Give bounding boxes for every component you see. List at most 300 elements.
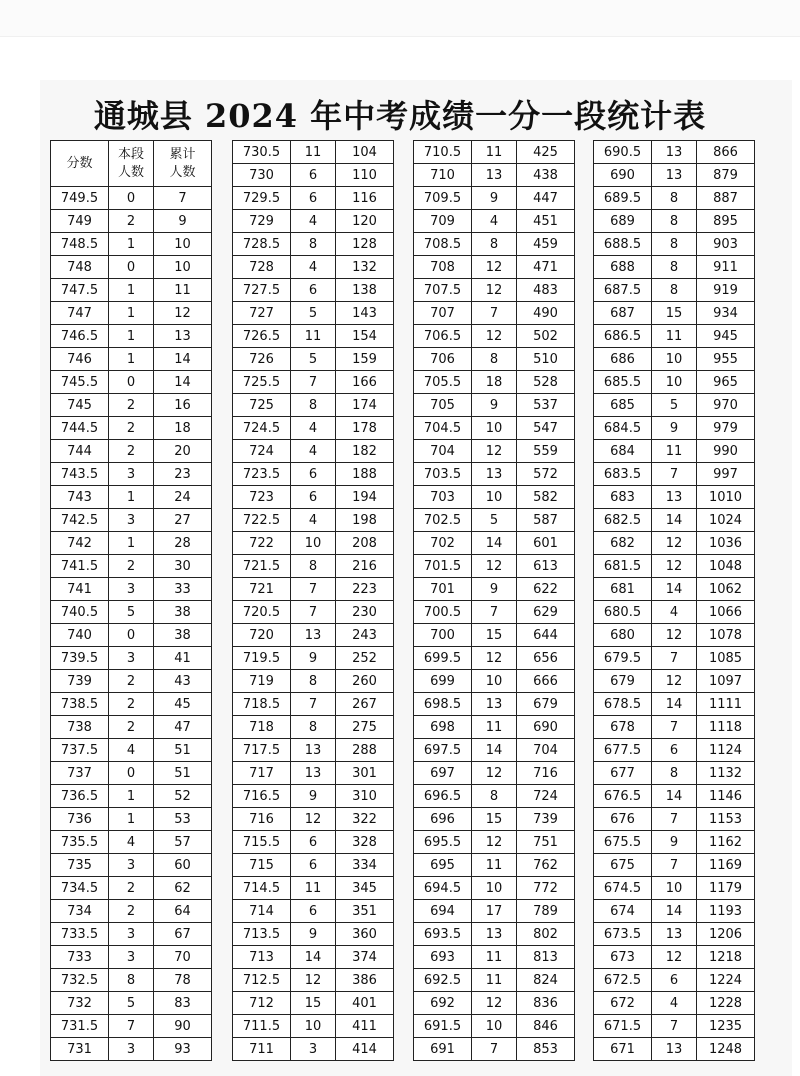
cumulative-count-cell: 955 [697,348,755,371]
segment-count-cell: 8 [109,969,154,992]
segment-count-cell: 9 [291,785,336,808]
score-cell: 709 [414,210,472,233]
segment-count-cell: 7 [652,463,697,486]
score-cell: 726 [233,348,291,371]
score-cell: 708 [414,256,472,279]
score-cell: 693.5 [414,923,472,946]
segment-count-cell: 1 [109,233,154,256]
table-row [51,946,212,969]
segment-count-cell: 2 [109,877,154,900]
segment-count-cell: 9 [472,578,517,601]
cumulative-count-cell: 990 [697,440,755,463]
score-cell: 722 [233,532,291,555]
score-cell: 682.5 [594,509,652,532]
segment-count-cell: 10 [652,877,697,900]
table-row [594,670,755,693]
cumulative-count-cell: 12 [154,302,212,325]
score-cell: 713.5 [233,923,291,946]
segment-count-cell: 2 [109,417,154,440]
score-cell: 741 [51,578,109,601]
cumulative-count-cell: 67 [154,923,212,946]
segment-count-cell: 3 [109,946,154,969]
cumulative-count-cell: 490 [517,302,575,325]
table-row [414,256,575,279]
score-cell: 707.5 [414,279,472,302]
score-cell: 673 [594,946,652,969]
segment-count-cell: 6 [291,187,336,210]
cumulative-count-cell: 38 [154,624,212,647]
table-row [51,601,212,624]
score-cell: 720.5 [233,601,291,624]
segment-count-cell: 12 [472,279,517,302]
score-cell: 712.5 [233,969,291,992]
segment-count-cell: 7 [652,1015,697,1038]
cumulative-count-cell: 895 [697,210,755,233]
score-cell: 676 [594,808,652,831]
table-row [51,739,212,762]
segment-count-cell: 9 [291,923,336,946]
table-row [233,279,394,302]
table-row [414,463,575,486]
table-row [594,486,755,509]
segment-count-cell: 4 [109,831,154,854]
segment-count-cell: 7 [472,1038,517,1061]
segment-count-cell: 1 [109,302,154,325]
score-cell: 718 [233,716,291,739]
segment-count-cell: 10 [472,1015,517,1038]
score-cell: 741.5 [51,555,109,578]
segment-count-cell: 12 [291,969,336,992]
table-row [233,992,394,1015]
cumulative-count-cell: 360 [336,923,394,946]
segment-count-cell: 8 [291,670,336,693]
table-row [414,141,575,164]
cumulative-count-cell: 1218 [697,946,755,969]
table-row [594,555,755,578]
segment-count-cell: 8 [291,555,336,578]
score-cell: 748 [51,256,109,279]
score-table-block-3 [413,140,575,1061]
table-row [233,647,394,670]
table-row [233,854,394,877]
score-cell: 723 [233,486,291,509]
cumulative-count-cell: 502 [517,325,575,348]
cumulative-count-cell: 528 [517,371,575,394]
table-row [233,877,394,900]
table-row [594,394,755,417]
score-cell: 742 [51,532,109,555]
header-segment-count: 本段 人数 [109,141,154,187]
score-cell: 713 [233,946,291,969]
segment-count-cell: 12 [472,440,517,463]
segment-count-cell: 5 [652,394,697,417]
cumulative-count-cell: 656 [517,647,575,670]
cumulative-count-cell: 28 [154,532,212,555]
score-cell: 721 [233,578,291,601]
table-row [594,371,755,394]
segment-count-cell: 7 [291,601,336,624]
cumulative-count-cell: 7 [154,187,212,210]
cumulative-count-cell: 14 [154,348,212,371]
score-cell: 709.5 [414,187,472,210]
score-cell: 747.5 [51,279,109,302]
table-row [51,233,212,256]
cumulative-count-cell: 1132 [697,762,755,785]
score-cell: 676.5 [594,785,652,808]
table-row [51,348,212,371]
table-row [233,831,394,854]
cumulative-count-cell: 887 [697,187,755,210]
segment-count-cell: 1 [109,348,154,371]
cumulative-count-cell: 1146 [697,785,755,808]
cumulative-count-cell: 572 [517,463,575,486]
score-cell: 692 [414,992,472,1015]
segment-count-cell: 8 [652,279,697,302]
score-cell: 736.5 [51,785,109,808]
score-cell: 700.5 [414,601,472,624]
score-cell: 729 [233,210,291,233]
table-row [51,992,212,1015]
block-body [51,141,212,1061]
segment-count-cell: 10 [652,371,697,394]
segment-count-cell: 3 [109,463,154,486]
score-cell: 699.5 [414,647,472,670]
cumulative-count-cell: 301 [336,762,394,785]
segment-count-cell: 12 [472,647,517,670]
table-row [51,463,212,486]
cumulative-count-cell: 945 [697,325,755,348]
score-cell: 725 [233,394,291,417]
cumulative-count-cell: 260 [336,670,394,693]
table-row [594,624,755,647]
table-row [51,716,212,739]
score-cell: 677.5 [594,739,652,762]
table-row [594,578,755,601]
segment-count-cell: 4 [109,739,154,762]
cumulative-count-cell: 386 [336,969,394,992]
score-cell: 695 [414,854,472,877]
score-cell: 746 [51,348,109,371]
table-row [233,348,394,371]
score-cell: 714.5 [233,877,291,900]
cumulative-count-cell: 1224 [697,969,755,992]
score-cell: 717 [233,762,291,785]
cumulative-count-cell: 679 [517,693,575,716]
segment-count-cell: 12 [472,325,517,348]
cumulative-count-cell: 411 [336,1015,394,1038]
segment-count-cell: 18 [472,371,517,394]
table-row [51,854,212,877]
segment-count-cell: 14 [652,785,697,808]
table-row [414,923,575,946]
cumulative-count-cell: 23 [154,463,212,486]
table-row [233,601,394,624]
score-cell: 742.5 [51,509,109,532]
score-cell: 672.5 [594,969,652,992]
table-row [233,1038,394,1061]
table-row [233,187,394,210]
table-row [594,141,755,164]
table-row [414,900,575,923]
score-cell: 698 [414,716,472,739]
block-body [233,141,394,1061]
segment-count-cell: 10 [472,417,517,440]
table-row [233,164,394,187]
cumulative-count-cell: 334 [336,854,394,877]
table-row [51,578,212,601]
cumulative-count-cell: 1024 [697,509,755,532]
table-row [594,532,755,555]
segment-count-cell: 12 [291,808,336,831]
cumulative-count-cell: 1193 [697,900,755,923]
segment-count-cell: 4 [291,256,336,279]
table-row [594,923,755,946]
score-cell: 702 [414,532,472,555]
score-table-block-1 [50,140,212,1061]
cumulative-count-cell: 582 [517,486,575,509]
table-row [414,164,575,187]
table-row [51,555,212,578]
segment-count-cell: 7 [291,371,336,394]
table-row [414,762,575,785]
table-row [233,716,394,739]
segment-count-cell: 4 [291,417,336,440]
table-row [414,647,575,670]
cumulative-count-cell: 1111 [697,693,755,716]
segment-count-cell: 5 [291,302,336,325]
table-row [51,279,212,302]
segment-count-cell: 13 [652,923,697,946]
cumulative-count-cell: 10 [154,233,212,256]
cumulative-count-cell: 1235 [697,1015,755,1038]
cumulative-count-cell: 104 [336,141,394,164]
cumulative-count-cell: 16 [154,394,212,417]
segment-count-cell: 15 [652,302,697,325]
segment-count-cell: 14 [652,900,697,923]
cumulative-count-cell: 128 [336,233,394,256]
score-cell: 691.5 [414,1015,472,1038]
table-row [594,647,755,670]
table-row [233,394,394,417]
segment-count-cell: 2 [109,670,154,693]
table-row [594,808,755,831]
table-row [414,486,575,509]
cumulative-count-cell: 57 [154,831,212,854]
segment-count-cell: 11 [652,440,697,463]
score-cell: 701.5 [414,555,472,578]
score-table-block-4 [593,140,755,1061]
score-cell: 682 [594,532,652,555]
cumulative-count-cell: 751 [517,831,575,854]
table-row [51,417,212,440]
segment-count-cell: 6 [291,900,336,923]
cumulative-count-cell: 547 [517,417,575,440]
score-cell: 738 [51,716,109,739]
cumulative-count-cell: 194 [336,486,394,509]
segment-count-cell: 14 [652,693,697,716]
score-cell: 733 [51,946,109,969]
segment-count-cell: 12 [472,762,517,785]
table-row [233,808,394,831]
cumulative-count-cell: 24 [154,486,212,509]
cumulative-count-cell: 174 [336,394,394,417]
table-row [414,210,575,233]
score-cell: 732 [51,992,109,1015]
segment-count-cell: 8 [652,210,697,233]
score-cell: 749.5 [51,187,109,210]
table-row [414,831,575,854]
score-cell: 673.5 [594,923,652,946]
score-cell: 694 [414,900,472,923]
cumulative-count-cell: 20 [154,440,212,463]
score-cell: 710 [414,164,472,187]
table-row [414,1038,575,1061]
table-row [51,187,212,210]
score-cell: 732.5 [51,969,109,992]
score-cell: 688.5 [594,233,652,256]
cumulative-count-cell: 198 [336,509,394,532]
cumulative-count-cell: 33 [154,578,212,601]
cumulative-count-cell: 903 [697,233,755,256]
score-cell: 703 [414,486,472,509]
segment-count-cell: 14 [472,739,517,762]
table-row [594,992,755,1015]
cumulative-count-cell: 53 [154,808,212,831]
table-row [594,601,755,624]
score-cell: 721.5 [233,555,291,578]
score-cell: 686.5 [594,325,652,348]
cumulative-count-cell: 690 [517,716,575,739]
score-cell: 691 [414,1038,472,1061]
score-cell: 712 [233,992,291,1015]
score-cell: 681.5 [594,555,652,578]
score-cell: 677 [594,762,652,785]
score-cell: 683.5 [594,463,652,486]
cumulative-count-cell: 51 [154,739,212,762]
table-row [414,302,575,325]
cumulative-count-cell: 483 [517,279,575,302]
cumulative-count-cell: 559 [517,440,575,463]
table-row [51,762,212,785]
score-cell: 702.5 [414,509,472,532]
table-row [233,670,394,693]
table-row [51,1015,212,1038]
cumulative-count-cell: 78 [154,969,212,992]
segment-count-cell: 0 [109,762,154,785]
table-row [233,509,394,532]
table-row [51,532,212,555]
table-row [414,417,575,440]
score-cell: 728 [233,256,291,279]
table-row [233,923,394,946]
cumulative-count-cell: 267 [336,693,394,716]
cumulative-count-cell: 374 [336,946,394,969]
table-row [594,877,755,900]
cumulative-count-cell: 459 [517,233,575,256]
score-cell: 698.5 [414,693,472,716]
score-cell: 678 [594,716,652,739]
table-row [233,233,394,256]
table-row [233,762,394,785]
score-cell: 735 [51,854,109,877]
score-cell: 705.5 [414,371,472,394]
table-row [594,946,755,969]
score-cell: 711.5 [233,1015,291,1038]
cumulative-count-cell: 739 [517,808,575,831]
segment-count-cell: 11 [291,877,336,900]
score-cell: 686 [594,348,652,371]
cumulative-count-cell: 1206 [697,923,755,946]
table-row [594,256,755,279]
segment-count-cell: 14 [652,578,697,601]
score-cell: 734.5 [51,877,109,900]
segment-count-cell: 8 [291,716,336,739]
score-cell: 675.5 [594,831,652,854]
segment-count-cell: 7 [472,601,517,624]
segment-count-cell: 0 [109,371,154,394]
segment-count-cell: 2 [109,210,154,233]
cumulative-count-cell: 1118 [697,716,755,739]
segment-count-cell: 5 [472,509,517,532]
segment-count-cell: 3 [109,1038,154,1061]
segment-count-cell: 2 [109,693,154,716]
segment-count-cell: 5 [109,601,154,624]
score-cell: 679.5 [594,647,652,670]
table-row [414,233,575,256]
table-row [594,900,755,923]
segment-count-cell: 12 [472,831,517,854]
cumulative-count-cell: 1162 [697,831,755,854]
segment-count-cell: 12 [652,670,697,693]
table-row [233,946,394,969]
score-cell: 728.5 [233,233,291,256]
cumulative-count-cell: 613 [517,555,575,578]
segment-count-cell: 7 [652,808,697,831]
cumulative-count-cell: 18 [154,417,212,440]
cumulative-count-cell: 13 [154,325,212,348]
cumulative-count-cell: 601 [517,532,575,555]
cumulative-count-cell: 629 [517,601,575,624]
score-cell: 726.5 [233,325,291,348]
segment-count-cell: 10 [652,348,697,371]
segment-count-cell: 10 [291,1015,336,1038]
table-row [414,716,575,739]
score-cell: 704.5 [414,417,472,440]
segment-count-cell: 6 [652,969,697,992]
table-row [51,486,212,509]
cumulative-count-cell: 934 [697,302,755,325]
table-row [414,854,575,877]
segment-count-cell: 9 [291,647,336,670]
segment-count-cell: 13 [291,762,336,785]
segment-count-cell: 14 [291,946,336,969]
segment-count-cell: 11 [472,716,517,739]
score-cell: 718.5 [233,693,291,716]
table-row [414,348,575,371]
segment-count-cell: 6 [291,831,336,854]
cumulative-count-cell: 824 [517,969,575,992]
cumulative-count-cell: 9 [154,210,212,233]
score-cell: 749 [51,210,109,233]
segment-count-cell: 6 [291,279,336,302]
segment-count-cell: 6 [291,164,336,187]
table-row [233,693,394,716]
table-row [414,601,575,624]
segment-count-cell: 2 [109,394,154,417]
segment-count-cell: 10 [472,486,517,509]
score-cell: 733.5 [51,923,109,946]
cumulative-count-cell: 110 [336,164,394,187]
